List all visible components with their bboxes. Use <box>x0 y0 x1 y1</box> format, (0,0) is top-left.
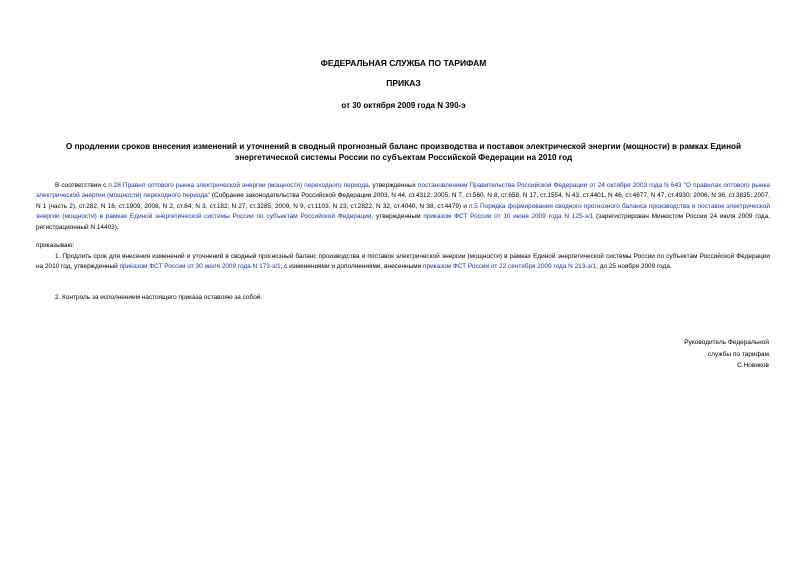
clause-1 <box>36 252 770 273</box>
clause-1-text-1: 1. Продлить срок для внесения изменений и уточнений в сводный прогнозный баланс производства и поставок электрической энергии (мощности) в рамках Единой энергетической системы России по субъектам Российской Федерации на 2010 год, утвержденный <box>36 253 770 271</box>
link-government-decree-643[interactable]: постановлением Правительства Российской Федерации от 24 октября 2003 года N 643 "О правилах оптового рынка электрической энергии (мощности) переходного периода" <box>36 182 771 200</box>
signature-line-2: службы по тарифам <box>707 350 769 358</box>
document-date-number: от 30 октября 2009 года N 390-э <box>341 101 466 110</box>
document-title: О продлении сроков внесения изменений и уточнений в сводный прогнозный баланс производства и поставок электрической энергии (мощности) в рамках Единой энергетической системы России по субъектам Российской Федерации на 2010 год <box>65 142 742 162</box>
clause-1-text-3: , до 25 ноября 2009 года. <box>596 263 672 271</box>
clause-2: 2. Контроль за исполнением настоящего приказа оставляю за собой. <box>55 294 263 301</box>
signature-name: С.Новиков <box>737 362 769 369</box>
link-order-125[interactable]: приказом ФСТ России от 10 июня 2009 года N 125-э/1 <box>423 213 594 221</box>
order-word: приказываю: <box>36 242 75 249</box>
signature-block <box>684 337 769 372</box>
preamble-text-3: (Собрание законодательства Российской Федерации 2003, N 44, ст.4312; 2005, N 7, ст.560, N 8, ст.658, N 17, ст.1554, N 43, ст.4401, N 46, ст.4677, N 47, ст.4930; 2006, N 36, ст.3835; 2007, N 1 (часть 2), ст.282, N 16, ст.1909; 2008, N 2, ст.84; N 3, ст.182; N 27, ст.3285; 2009, N 9, ст.1103, N 23, ст.2822, N 32, ст.4040, N 38, ст.4479) и <box>36 192 770 210</box>
link-order-213[interactable]: приказом ФСТ России от 22 сентября 2009 года N 213-э/1 <box>423 263 597 271</box>
preamble-text-4: , утвержденным <box>371 213 424 221</box>
link-wholesale-rules-p28[interactable]: п.28 Правил оптового рынка электрической энергии (мощности) переходного периода <box>108 182 369 189</box>
preamble-paragraph <box>36 181 770 233</box>
preamble-text-2: , утвержденных <box>368 182 418 189</box>
document-type: ПРИКАЗ <box>386 78 421 88</box>
preamble-text-1: В соответствии с <box>55 182 109 189</box>
link-procedure-p5[interactable]: п.5 Порядка формирования сводного прогнозного баланса производства и поставок электрической энергии (мощности) в рамках Единой энергетической системы России по субъектам Российской Федерации <box>36 202 771 221</box>
preamble-text-5: (зарегистрирован Минюстом России 24 июля 2009 года, регистрационный N 14403), <box>36 213 771 231</box>
agency-heading: ФЕДЕРАЛЬНАЯ СЛУЖБА ПО ТАРИФАМ <box>320 58 487 68</box>
clause-1-text-2: , с изменениями и дополнениями, внесенными <box>280 263 424 271</box>
signature-line-1: Руководитель Федеральной <box>684 339 769 346</box>
link-order-173[interactable]: приказом ФСТ России от 30 июля 2009 года N 173-э/1 <box>119 263 281 271</box>
